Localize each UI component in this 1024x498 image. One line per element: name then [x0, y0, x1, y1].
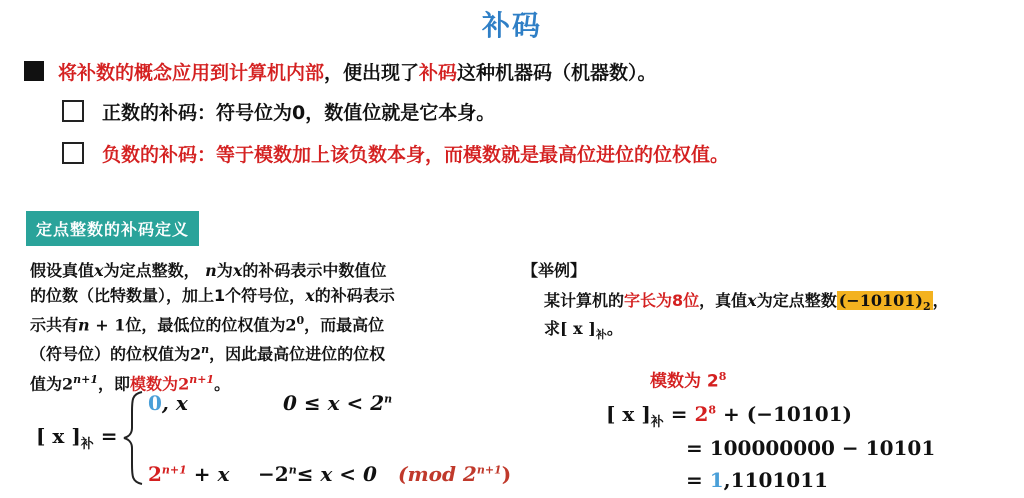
definition-line-2	[30, 283, 480, 308]
text: (−10101)	[838, 291, 923, 310]
definition-line-4	[30, 337, 480, 366]
power-exp: n	[384, 392, 393, 406]
subscript: 2	[922, 300, 931, 314]
text: ≤ x < 0	[296, 462, 377, 486]
example-line-1	[544, 288, 949, 319]
text: 模数为 2	[650, 371, 719, 392]
result-line-1	[606, 402, 852, 430]
subscript: 补	[650, 415, 664, 430]
main-bullet-text	[58, 58, 657, 85]
zero: 0	[148, 391, 162, 415]
var-x: x	[747, 291, 757, 310]
main-bullet-part1: 将补数的概念应用到计算机内部	[58, 62, 325, 84]
mod-expression	[398, 462, 511, 486]
word-length: 字长为8位	[624, 291, 700, 310]
power-base: 2	[190, 344, 202, 364]
power-exp: 8	[718, 370, 727, 383]
var-x: x	[94, 261, 104, 280]
text: −2	[258, 462, 289, 486]
main-bullet-part3: 补码	[419, 62, 458, 84]
text: + 1位，最低位的位权值为	[89, 315, 286, 335]
equals: =	[100, 424, 118, 448]
text: 值为	[30, 373, 63, 393]
text: ，而最高位	[304, 315, 385, 335]
text: 某计算机的	[544, 291, 625, 310]
definition-line-5	[30, 367, 480, 396]
text: 示共有	[30, 315, 79, 335]
modulus-label	[650, 364, 726, 395]
text: , x	[161, 391, 188, 415]
case-1-condition	[283, 391, 392, 415]
formula-lhs	[36, 424, 118, 452]
subscript: 补	[595, 328, 607, 342]
equals: =	[686, 468, 710, 492]
modulus-label: 模数为	[130, 373, 179, 393]
main-bullet-part2: ，便出现了	[324, 62, 420, 84]
power-base: 2	[285, 315, 297, 335]
text: 为	[216, 261, 233, 280]
var-n: n	[205, 261, 217, 280]
text: (mod 2	[398, 462, 477, 486]
example-line-2	[544, 316, 623, 347]
definition-line-3	[30, 308, 480, 337]
text: 。	[606, 319, 623, 338]
var-n: n	[78, 315, 90, 335]
power-base: 2	[694, 402, 709, 426]
definition-paragraph	[30, 258, 480, 396]
text: + (−10101)	[716, 402, 853, 426]
definition-header: 定点整数的补码定义	[26, 211, 199, 246]
sign-bit: 1	[709, 468, 724, 492]
text: ,1101011	[723, 468, 829, 492]
checkbox-icon	[62, 142, 84, 164]
power-exp: 8	[708, 403, 717, 417]
power-exp: n+1	[161, 463, 187, 477]
power-exp: n+1	[73, 372, 99, 386]
text: [ x ]	[36, 424, 81, 448]
equals: =	[663, 402, 695, 426]
main-bullet-part4: 这种机器码（机器数）。	[457, 62, 657, 84]
text: 的位数（比特数量），加上1个符号位，	[30, 286, 306, 305]
square-bullet-icon	[24, 61, 44, 81]
text: 假设真值	[30, 261, 95, 280]
text: )	[501, 462, 512, 486]
page-title: 补码	[481, 9, 542, 42]
text: ，	[932, 291, 949, 310]
power-exp: n+1	[476, 463, 502, 477]
positive-complement-text: 正数的补码：符号位为0，数值位就是它本身。	[102, 102, 496, 124]
text: 0 ≤ x < 2	[283, 391, 385, 415]
curly-brace-icon	[122, 390, 146, 486]
text: 的补码表示	[314, 286, 395, 305]
power-exp: 0	[296, 314, 305, 327]
power-exp: n	[288, 463, 297, 477]
text: ，因此最高位进位的位权	[209, 344, 386, 364]
definition-line-1	[30, 258, 480, 283]
result-line-2: = 100000000 − 10101	[686, 436, 936, 460]
text: 为定点整数	[756, 291, 837, 310]
case-2-value	[148, 462, 229, 486]
text: （符号位）的位权值为	[30, 344, 191, 364]
highlighted-value	[837, 291, 933, 314]
text: 的补码表示中数值位	[242, 261, 387, 280]
text: ，即	[98, 373, 131, 393]
var-x: x	[232, 261, 243, 280]
example-header: 【举例】	[522, 261, 587, 280]
power-base: 2	[62, 373, 74, 393]
checkbox-icon	[62, 100, 84, 122]
subscript: 补	[80, 437, 94, 452]
text: [ x ]	[606, 402, 651, 426]
var-x: x	[305, 286, 315, 305]
result-line-3	[686, 468, 828, 492]
case-1-value	[148, 391, 188, 415]
power-exp: n	[201, 343, 210, 357]
case-2-condition	[258, 462, 377, 486]
text: ，真值	[699, 291, 748, 310]
power-base: 2	[148, 462, 162, 486]
power-base: 2	[178, 373, 190, 393]
power-exp: n+1	[189, 372, 215, 386]
text: 求[ x ]	[544, 319, 596, 338]
negative-complement-text: 负数的补码：等于模数加上该负数本身，而模数就是最高位进位的位权值。	[102, 144, 730, 166]
text: 。	[214, 373, 231, 393]
text: + x	[186, 462, 230, 486]
text: 为定点整数，	[103, 261, 200, 280]
